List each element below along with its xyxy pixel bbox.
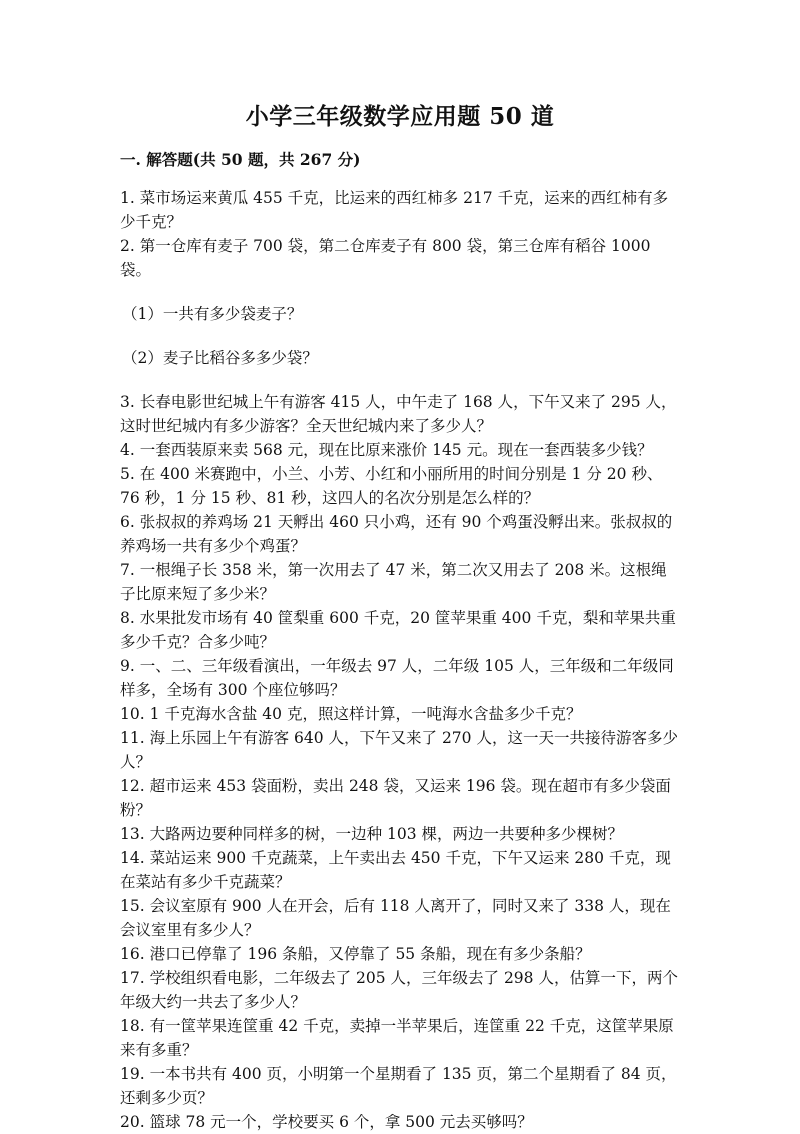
question-11: 11. 海上乐园上午有游客 640 人，下午又来了 270 人，这一天一共接待游客多少人？ bbox=[120, 729, 678, 771]
question-17: 17. 学校组织看电影，二年级去了 205 人，三年级去了 298 人，估算一下，两个年级大约一共去了多少人？ bbox=[120, 969, 678, 1011]
question-2-part-1: （1）一共有多少袋麦子？ bbox=[122, 305, 303, 323]
question-8: 8. 水果批发市场有 40 筐梨重 600 千克，20 筐苹果重 400 千克，梨和苹果共重多少千克？合多少吨？ bbox=[120, 609, 676, 651]
section-heading: 一. 解答题(共 50 题，共 267 分) bbox=[120, 150, 361, 169]
question-1: 1. 菜市场运来黄瓜 455 千克，比运来的西红柿多 217 千克，运来的西红柿有多少千克？ bbox=[120, 189, 669, 231]
question-list bbox=[120, 186, 680, 1134]
question-2-part-2: （2）麦子比稻谷多多少袋？ bbox=[122, 349, 318, 367]
question-16: 16. 港口已停靠了 196 条船，又停靠了 55 条船，现在有多少条船？ bbox=[120, 945, 591, 963]
question-5: 5. 在 400 米赛跑中，小兰、小芳、小红和小丽所用的时间分别是 1 分 20 秒、76 秒，1 分 15 秒、81 秒，这四人的名次分别是怎么样的？ bbox=[120, 465, 663, 507]
question-10: 10. 1 千克海水含盐 40 克，照这样计算，一吨海水含盐多少千克？ bbox=[120, 705, 582, 723]
question-12: 12. 超市运来 453 袋面粉，卖出 248 袋，又运来 196 袋。现在超市有多少袋面粉？ bbox=[120, 777, 671, 819]
question-6: 6. 张叔叔的养鸡场 21 天孵出 460 只小鸡，还有 90 个鸡蛋没孵出来。张叔叔的养鸡场一共有多少个鸡蛋？ bbox=[120, 513, 673, 555]
question-14: 14. 菜站运来 900 千克蔬菜，上午卖出去 450 千克，下午又运来 280 千克，现在菜站有多少千克蔬菜？ bbox=[120, 849, 671, 891]
question-4: 4. 一套西装原来卖 568 元，现在比原来涨价 145 元。现在一套西装多少钱？ bbox=[120, 441, 653, 459]
question-19: 19. 一本书共有 400 页，小明第一个星期看了 135 页，第二个星期看了 84 页，还剩多少页？ bbox=[120, 1065, 677, 1107]
question-2: 2. 第一仓库有麦子 700 袋，第二仓库麦子有 800 袋，第三仓库有稻谷 1000 袋。 bbox=[120, 237, 651, 279]
page-title: 小学三年级数学应用题 50 道 bbox=[245, 103, 555, 130]
question-15: 15. 会议室原有 900 人在开会，后有 118 人离开了，同时又来了 338 人，现在会议室里有多少人？ bbox=[120, 897, 671, 939]
question-20: 20. 篮球 78 元一个，学校要买 6 个，拿 500 元去买够吗？ bbox=[120, 1113, 533, 1131]
question-18: 18. 有一筐苹果连筐重 42 千克，卖掉一半苹果后，连筐重 22 千克，这筐苹果原来有多重？ bbox=[120, 1017, 674, 1059]
question-3: 3. 长春电影世纪城上午有游客 415 人，中午走了 168 人，下午又来了 295 人，这时世纪城内有多少游客？全天世纪城内来了多少人？ bbox=[120, 393, 677, 435]
question-13: 13. 大路两边要种同样多的树，一边种 103 棵，两边一共要种多少棵树？ bbox=[120, 825, 624, 843]
question-9: 9. 一、二、三年级看演出，一年级去 97 人，二年级 105 人，三年级和二年级同样多，全场有 300 个座位够吗？ bbox=[120, 657, 674, 699]
question-7: 7. 一根绳子长 358 米，第一次用去了 47 米，第二次又用去了 208 米。这根绳子比原来短了多少米？ bbox=[120, 561, 667, 603]
